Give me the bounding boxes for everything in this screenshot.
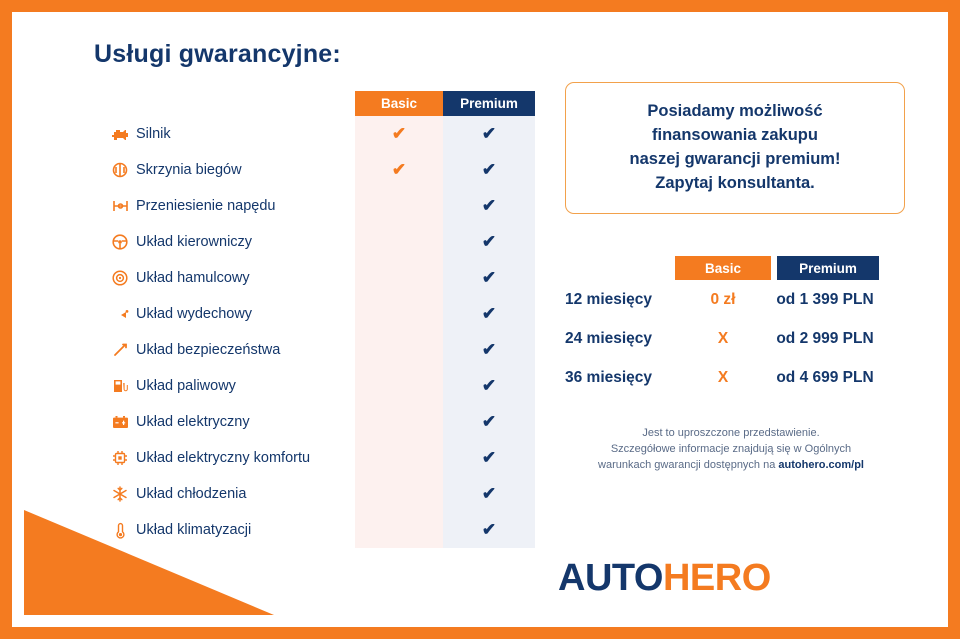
autohero-logo xyxy=(558,557,771,600)
cell-premium: ✔ xyxy=(481,340,497,359)
service-label: Układ chłodzenia xyxy=(136,486,247,502)
service-label: Układ wydechowy xyxy=(136,306,253,322)
services-table xyxy=(92,91,537,548)
pricing-row xyxy=(565,280,905,319)
table-row xyxy=(92,440,537,476)
table-row xyxy=(92,116,537,152)
page-canvas xyxy=(12,12,948,627)
engine-icon xyxy=(104,127,136,142)
service-label: Skrzynia biegów xyxy=(136,162,242,178)
pricing-premium-value: od 4 699 PLN xyxy=(776,368,874,386)
decorative-border-top xyxy=(0,0,960,12)
cell-premium: ✔ xyxy=(481,232,497,251)
promo-line: Posiadamy możliwość xyxy=(647,102,823,120)
service-label: Układ paliwowy xyxy=(136,378,236,394)
page-title: Usługi gwarancyjne: xyxy=(94,40,341,68)
table-row xyxy=(92,476,537,512)
steering-wheel-icon xyxy=(104,234,136,250)
cell-basic: ✔ xyxy=(391,124,407,143)
decorative-border-bottom xyxy=(0,627,960,639)
service-label: Układ bezpieczeństwa xyxy=(136,342,281,358)
cell-premium: ✔ xyxy=(481,484,497,503)
cell-premium: ✔ xyxy=(481,268,497,287)
column-header-premium: Premium xyxy=(443,91,535,116)
pricing-header-basic: Basic xyxy=(675,256,771,280)
column-header-basic: Basic xyxy=(355,91,443,116)
table-row xyxy=(92,512,537,548)
table-row xyxy=(92,368,537,404)
pricing-header-premium: Premium xyxy=(777,256,879,280)
table-row xyxy=(92,260,537,296)
info-panel xyxy=(565,82,905,473)
promo-line: finansowania zakupu xyxy=(652,126,818,144)
services-panel xyxy=(92,40,537,548)
drivetrain-icon xyxy=(104,199,136,213)
service-label: Przeniesienie napędu xyxy=(136,198,276,214)
disclaimer-line-2: Szczegółowe informacje znajdują się w Ogólnych xyxy=(610,443,852,455)
logo-hero: HERO xyxy=(662,557,771,599)
table-row xyxy=(92,188,537,224)
service-label: Układ klimatyzacji xyxy=(136,522,252,538)
disclaimer-line-1: Jest to uproszczone przedstawienie. xyxy=(642,427,820,439)
disclaimer-line-3-text: warunkach gwarancji dostępnych na xyxy=(598,459,779,471)
pricing-basic-value: 0 zł xyxy=(710,290,736,308)
promo-line: Zapytaj konsultanta. xyxy=(655,174,815,192)
disclaimer-link[interactable]: autohero.com/pl xyxy=(778,459,864,471)
pricing-row xyxy=(565,319,905,358)
decorative-border-left xyxy=(0,0,12,639)
table-row xyxy=(92,404,537,440)
pricing-table xyxy=(565,256,905,397)
logo-auto: AUTO xyxy=(558,557,663,599)
cell-premium: ✔ xyxy=(481,448,497,467)
exhaust-icon xyxy=(104,308,136,321)
disclaimer-line-3 xyxy=(565,457,897,473)
table-row xyxy=(92,296,537,332)
table-row xyxy=(92,332,537,368)
battery-icon xyxy=(104,416,136,429)
pricing-term: 24 miesięcy xyxy=(565,329,653,347)
pricing-premium-value: od 1 399 PLN xyxy=(776,290,874,308)
seatbelt-icon xyxy=(104,342,136,358)
decorative-border-right xyxy=(948,0,960,639)
table-row xyxy=(92,224,537,260)
cell-premium: ✔ xyxy=(481,412,497,431)
service-label: Układ elektryczny komfortu xyxy=(136,450,311,466)
service-label: Układ elektryczny xyxy=(136,414,250,430)
service-label: Układ kierowniczy xyxy=(136,234,253,250)
thermometer-icon xyxy=(104,522,136,539)
pricing-table-header xyxy=(675,256,905,280)
services-table-header xyxy=(355,91,535,116)
cell-premium: ✔ xyxy=(481,124,497,143)
cell-basic: ✔ xyxy=(391,160,407,179)
cell-premium: ✔ xyxy=(481,304,497,323)
gearbox-icon xyxy=(104,162,136,178)
disclaimer xyxy=(565,425,905,473)
cell-premium: ✔ xyxy=(481,520,497,539)
service-label: Silnik xyxy=(136,126,171,142)
cell-premium: ✔ xyxy=(481,196,497,215)
pricing-term: 12 miesięcy xyxy=(565,290,653,308)
snowflake-icon xyxy=(104,486,136,502)
chip-icon xyxy=(104,450,136,466)
promo-box xyxy=(565,82,905,214)
pricing-term: 36 miesięcy xyxy=(565,368,653,386)
pricing-row xyxy=(565,358,905,397)
service-label: Układ hamulcowy xyxy=(136,270,250,286)
pricing-basic-value: X xyxy=(717,329,729,347)
fuel-pump-icon xyxy=(104,378,136,394)
pricing-premium-value: od 2 999 PLN xyxy=(776,329,874,347)
cell-premium: ✔ xyxy=(481,160,497,179)
cell-premium: ✔ xyxy=(481,376,497,395)
pricing-basic-value: X xyxy=(717,368,729,386)
table-row xyxy=(92,152,537,188)
promo-line: naszej gwarancji premium! xyxy=(629,150,841,168)
brake-disc-icon xyxy=(104,270,136,286)
